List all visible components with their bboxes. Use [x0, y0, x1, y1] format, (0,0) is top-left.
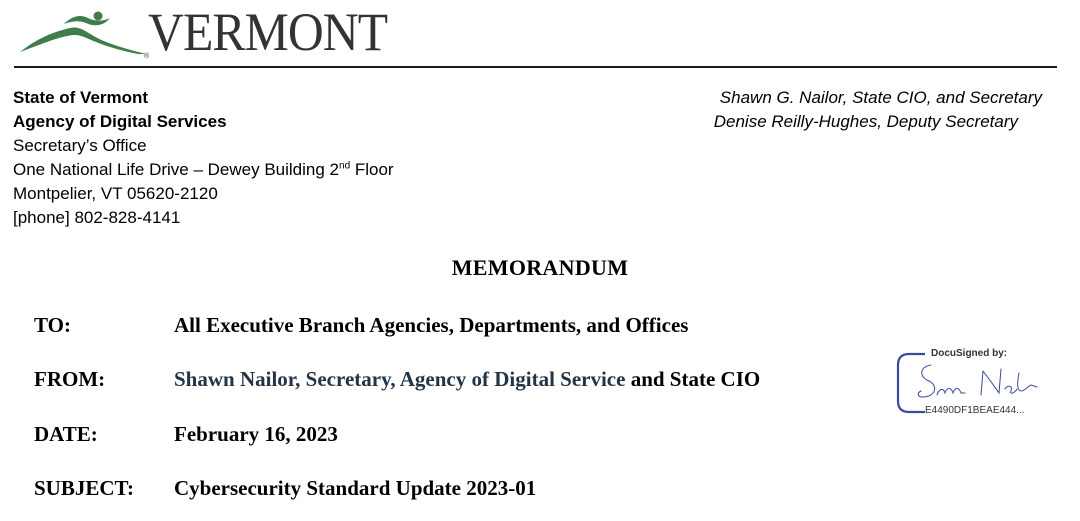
memo-title: MEMORANDUM — [451, 255, 629, 280]
memo-to-row — [34, 313, 688, 338]
agency-name: Agency of Digital Services — [13, 112, 227, 131]
date-value: February 16, 2023 — [174, 422, 338, 446]
logo-wordmark: VERMONT — [148, 2, 388, 62]
agency-office: Secretary’s Office — [13, 136, 147, 155]
docusign-label: DocuSigned by: — [931, 348, 1008, 359]
memo-subject-row — [34, 476, 536, 501]
letterhead — [0, 0, 1080, 70]
official-deputy: Denise Reilly-Hughes, Deputy Secretary — [713, 112, 1018, 131]
from-label: FROM: — [34, 367, 106, 391]
date-label: DATE: — [34, 422, 98, 446]
docusign-envelope-id: E4490DF1BEAE444... — [925, 405, 1025, 416]
officials-block — [713, 86, 1042, 134]
from-value: Shawn Nailor, Secretary, Agency of Digital Service and State CIO — [174, 367, 761, 391]
memo-date-row — [34, 422, 338, 447]
agency-state: State of Vermont — [13, 88, 149, 107]
agency-address-block — [13, 86, 394, 230]
docusign-signature-box — [895, 345, 1055, 417]
agency-city: Montpelier, VT 05620-2120 — [13, 184, 218, 203]
header-divider — [14, 66, 1057, 68]
official-secretary: Shawn G. Nailor, State CIO, and Secretary — [719, 88, 1042, 107]
svg-text:®: ® — [144, 53, 150, 60]
vermont-mountain-logo — [18, 8, 148, 58]
memo-from-row — [34, 367, 760, 392]
to-value: All Executive Branch Agencies, Departments, and Offices — [174, 313, 689, 337]
handwritten-signature — [909, 359, 1039, 405]
to-label: TO: — [34, 313, 71, 337]
agency-phone: [phone] 802-828-4141 — [13, 208, 181, 227]
subject-label: SUBJECT: — [34, 476, 134, 500]
subject-value: Cybersecurity Standard Update 2023-01 — [174, 476, 537, 500]
agency-street: One National Life Drive – Dewey Building 2nd Floor — [13, 160, 394, 179]
